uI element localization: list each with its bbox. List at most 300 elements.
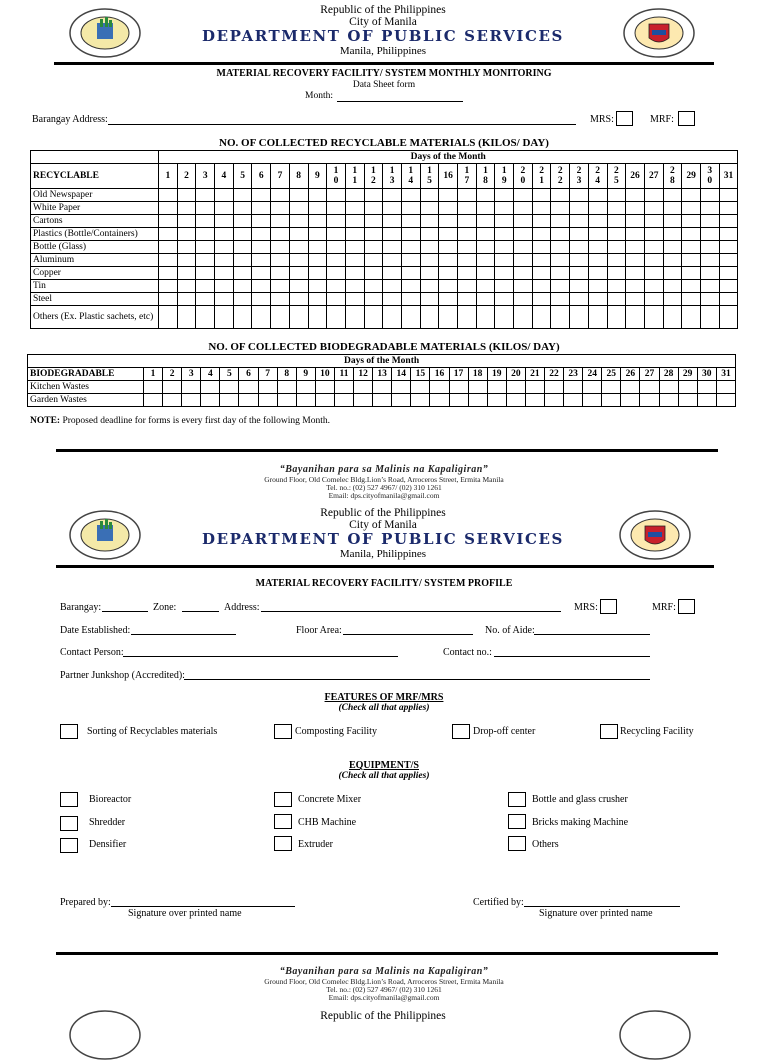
recyclable-cell[interactable] bbox=[215, 215, 234, 228]
recyclable-cell[interactable] bbox=[177, 306, 196, 329]
mrs-checkbox[interactable] bbox=[616, 111, 633, 126]
biodegradable-cell[interactable] bbox=[334, 394, 353, 407]
recyclable-cell[interactable] bbox=[588, 254, 607, 267]
recyclable-cell[interactable] bbox=[233, 293, 252, 306]
recyclable-cell[interactable] bbox=[439, 228, 458, 241]
recyclable-cell[interactable] bbox=[476, 189, 495, 202]
recyclable-cell[interactable] bbox=[458, 293, 477, 306]
recyclable-cell[interactable] bbox=[233, 228, 252, 241]
biodegradable-cell[interactable] bbox=[678, 394, 697, 407]
partner-junkshop-field[interactable] bbox=[184, 679, 650, 680]
certified-by-field[interactable] bbox=[524, 906, 680, 907]
recyclable-cell[interactable] bbox=[588, 280, 607, 293]
biodegradable-cell[interactable] bbox=[621, 394, 640, 407]
recyclable-cell[interactable] bbox=[308, 202, 327, 215]
recyclable-cell[interactable] bbox=[420, 267, 439, 280]
recyclable-cell[interactable] bbox=[159, 202, 178, 215]
recyclable-cell[interactable] bbox=[364, 202, 383, 215]
recyclable-cell[interactable] bbox=[607, 267, 626, 280]
recyclable-cell[interactable] bbox=[252, 254, 271, 267]
recyclable-cell[interactable] bbox=[682, 215, 701, 228]
recyclable-cell[interactable] bbox=[383, 215, 402, 228]
recyclable-cell[interactable] bbox=[401, 306, 420, 329]
recyclable-cell[interactable] bbox=[458, 306, 477, 329]
biodegradable-cell[interactable] bbox=[296, 381, 315, 394]
recyclable-cell[interactable] bbox=[588, 189, 607, 202]
biodegradable-cell[interactable] bbox=[602, 381, 621, 394]
biodegradable-cell[interactable] bbox=[468, 394, 487, 407]
biodegradable-cell[interactable] bbox=[163, 394, 182, 407]
recyclable-cell[interactable] bbox=[551, 280, 570, 293]
recyclable-cell[interactable] bbox=[233, 267, 252, 280]
recyclable-cell[interactable] bbox=[626, 202, 645, 215]
recyclable-cell[interactable] bbox=[215, 202, 234, 215]
recyclable-cell[interactable] bbox=[159, 189, 178, 202]
recyclable-cell[interactable] bbox=[588, 267, 607, 280]
biodegradable-cell[interactable] bbox=[659, 381, 678, 394]
recyclable-cell[interactable] bbox=[159, 215, 178, 228]
recyclable-cell[interactable] bbox=[215, 267, 234, 280]
recyclable-cell[interactable] bbox=[532, 306, 551, 329]
recyclable-cell[interactable] bbox=[252, 228, 271, 241]
biodegradable-cell[interactable] bbox=[220, 381, 239, 394]
recyclable-cell[interactable] bbox=[196, 293, 215, 306]
recyclable-cell[interactable] bbox=[420, 202, 439, 215]
recyclable-cell[interactable] bbox=[215, 293, 234, 306]
recyclable-cell[interactable] bbox=[383, 280, 402, 293]
recyclable-cell[interactable] bbox=[439, 189, 458, 202]
biodegradable-cell[interactable] bbox=[544, 381, 563, 394]
recyclable-cell[interactable] bbox=[177, 241, 196, 254]
recyclable-cell[interactable] bbox=[607, 189, 626, 202]
recyclable-cell[interactable] bbox=[700, 215, 719, 228]
recyclable-cell[interactable] bbox=[719, 280, 738, 293]
recyclable-cell[interactable] bbox=[495, 280, 514, 293]
recyclable-cell[interactable] bbox=[644, 241, 663, 254]
biodegradable-cell[interactable] bbox=[564, 394, 583, 407]
biodegradable-cell[interactable] bbox=[583, 394, 602, 407]
biodegradable-cell[interactable] bbox=[621, 381, 640, 394]
recyclable-cell[interactable] bbox=[495, 306, 514, 329]
recyclable-cell[interactable] bbox=[177, 280, 196, 293]
recyclable-cell[interactable] bbox=[327, 228, 346, 241]
biodegradable-cell[interactable] bbox=[220, 394, 239, 407]
mrf-checkbox-2[interactable] bbox=[678, 599, 695, 614]
recyclable-cell[interactable] bbox=[159, 254, 178, 267]
recyclable-cell[interactable] bbox=[345, 280, 364, 293]
recyclable-cell[interactable] bbox=[196, 202, 215, 215]
recyclable-cell[interactable] bbox=[663, 293, 682, 306]
recyclable-cell[interactable] bbox=[215, 189, 234, 202]
recyclable-cell[interactable] bbox=[682, 267, 701, 280]
recyclable-cell[interactable] bbox=[644, 280, 663, 293]
recyclable-cell[interactable] bbox=[252, 202, 271, 215]
recyclable-cell[interactable] bbox=[682, 293, 701, 306]
recyclable-cell[interactable] bbox=[271, 306, 290, 329]
recyclable-cell[interactable] bbox=[570, 267, 589, 280]
recyclable-cell[interactable] bbox=[177, 254, 196, 267]
recyclable-cell[interactable] bbox=[514, 254, 533, 267]
recyclable-cell[interactable] bbox=[626, 228, 645, 241]
recyclable-cell[interactable] bbox=[532, 228, 551, 241]
recyclable-cell[interactable] bbox=[439, 202, 458, 215]
equip-bricks-checkbox[interactable] bbox=[508, 814, 526, 829]
recyclable-cell[interactable] bbox=[514, 306, 533, 329]
recyclable-cell[interactable] bbox=[532, 189, 551, 202]
biodegradable-cell[interactable] bbox=[373, 381, 392, 394]
feature-sorting-checkbox[interactable] bbox=[60, 724, 78, 739]
zone-field[interactable] bbox=[182, 611, 219, 612]
recyclable-cell[interactable] bbox=[626, 241, 645, 254]
recyclable-cell[interactable] bbox=[271, 241, 290, 254]
recyclable-cell[interactable] bbox=[308, 267, 327, 280]
recyclable-cell[interactable] bbox=[626, 189, 645, 202]
recyclable-cell[interactable] bbox=[345, 215, 364, 228]
recyclable-cell[interactable] bbox=[233, 202, 252, 215]
recyclable-cell[interactable] bbox=[383, 241, 402, 254]
recyclable-cell[interactable] bbox=[401, 254, 420, 267]
recyclable-cell[interactable] bbox=[420, 280, 439, 293]
recyclable-cell[interactable] bbox=[551, 189, 570, 202]
recyclable-cell[interactable] bbox=[271, 215, 290, 228]
biodegradable-cell[interactable] bbox=[201, 381, 220, 394]
recyclable-cell[interactable] bbox=[476, 254, 495, 267]
barangay-address-field[interactable] bbox=[108, 124, 576, 125]
biodegradable-cell[interactable] bbox=[182, 381, 201, 394]
biodegradable-cell[interactable] bbox=[411, 381, 430, 394]
recyclable-cell[interactable] bbox=[289, 215, 308, 228]
biodegradable-cell[interactable] bbox=[354, 394, 373, 407]
recyclable-cell[interactable] bbox=[570, 241, 589, 254]
recyclable-cell[interactable] bbox=[420, 241, 439, 254]
biodegradable-cell[interactable] bbox=[506, 394, 525, 407]
recyclable-cell[interactable] bbox=[495, 189, 514, 202]
recyclable-cell[interactable] bbox=[439, 306, 458, 329]
recyclable-cell[interactable] bbox=[289, 280, 308, 293]
recyclable-cell[interactable] bbox=[159, 241, 178, 254]
recyclable-cell[interactable] bbox=[327, 306, 346, 329]
recyclable-cell[interactable] bbox=[495, 202, 514, 215]
recyclable-cell[interactable] bbox=[588, 306, 607, 329]
recyclable-cell[interactable] bbox=[644, 202, 663, 215]
recyclable-cell[interactable] bbox=[682, 228, 701, 241]
date-established-field[interactable] bbox=[131, 634, 236, 635]
contact-person-field[interactable] bbox=[123, 656, 398, 657]
recyclable-cell[interactable] bbox=[420, 254, 439, 267]
recyclable-cell[interactable] bbox=[364, 306, 383, 329]
recyclable-cell[interactable] bbox=[364, 241, 383, 254]
recyclable-cell[interactable] bbox=[663, 280, 682, 293]
recyclable-cell[interactable] bbox=[570, 228, 589, 241]
recyclable-cell[interactable] bbox=[607, 293, 626, 306]
recyclable-cell[interactable] bbox=[196, 189, 215, 202]
recyclable-cell[interactable] bbox=[551, 306, 570, 329]
recyclable-cell[interactable] bbox=[401, 280, 420, 293]
biodegradable-cell[interactable] bbox=[201, 394, 220, 407]
recyclable-cell[interactable] bbox=[215, 241, 234, 254]
recyclable-cell[interactable] bbox=[719, 254, 738, 267]
recyclable-cell[interactable] bbox=[570, 189, 589, 202]
recyclable-cell[interactable] bbox=[495, 254, 514, 267]
recyclable-cell[interactable] bbox=[570, 254, 589, 267]
recyclable-cell[interactable] bbox=[233, 280, 252, 293]
biodegradable-cell[interactable] bbox=[277, 381, 296, 394]
biodegradable-cell[interactable] bbox=[602, 394, 621, 407]
feature-dropoff-checkbox[interactable] bbox=[452, 724, 470, 739]
recyclable-cell[interactable] bbox=[215, 228, 234, 241]
recyclable-cell[interactable] bbox=[570, 293, 589, 306]
recyclable-cell[interactable] bbox=[588, 202, 607, 215]
biodegradable-cell[interactable] bbox=[697, 394, 716, 407]
biodegradable-cell[interactable] bbox=[678, 381, 697, 394]
recyclable-cell[interactable] bbox=[177, 189, 196, 202]
recyclable-cell[interactable] bbox=[177, 215, 196, 228]
recyclable-cell[interactable] bbox=[476, 202, 495, 215]
recyclable-cell[interactable] bbox=[327, 215, 346, 228]
recyclable-cell[interactable] bbox=[588, 215, 607, 228]
recyclable-cell[interactable] bbox=[719, 189, 738, 202]
recyclable-cell[interactable] bbox=[327, 293, 346, 306]
recyclable-cell[interactable] bbox=[644, 306, 663, 329]
recyclable-cell[interactable] bbox=[514, 189, 533, 202]
recyclable-cell[interactable] bbox=[345, 254, 364, 267]
recyclable-cell[interactable] bbox=[607, 202, 626, 215]
biodegradable-cell[interactable] bbox=[258, 394, 277, 407]
recyclable-cell[interactable] bbox=[196, 241, 215, 254]
recyclable-cell[interactable] bbox=[626, 306, 645, 329]
recyclable-cell[interactable] bbox=[252, 267, 271, 280]
recyclable-cell[interactable] bbox=[663, 228, 682, 241]
biodegradable-cell[interactable] bbox=[239, 381, 258, 394]
recyclable-cell[interactable] bbox=[289, 306, 308, 329]
recyclable-cell[interactable] bbox=[719, 215, 738, 228]
feature-recycling-checkbox[interactable] bbox=[600, 724, 618, 739]
floor-area-field[interactable] bbox=[343, 634, 473, 635]
recyclable-cell[interactable] bbox=[476, 280, 495, 293]
recyclable-cell[interactable] bbox=[626, 280, 645, 293]
recyclable-cell[interactable] bbox=[308, 215, 327, 228]
recyclable-cell[interactable] bbox=[663, 306, 682, 329]
recyclable-cell[interactable] bbox=[551, 215, 570, 228]
recyclable-cell[interactable] bbox=[233, 241, 252, 254]
recyclable-cell[interactable] bbox=[345, 189, 364, 202]
recyclable-cell[interactable] bbox=[308, 306, 327, 329]
biodegradable-cell[interactable] bbox=[525, 394, 544, 407]
equip-densifier-checkbox[interactable] bbox=[60, 838, 78, 853]
recyclable-cell[interactable] bbox=[644, 215, 663, 228]
recyclable-cell[interactable] bbox=[439, 267, 458, 280]
recyclable-cell[interactable] bbox=[364, 189, 383, 202]
recyclable-cell[interactable] bbox=[663, 189, 682, 202]
biodegradable-cell[interactable] bbox=[640, 381, 659, 394]
biodegradable-cell[interactable] bbox=[430, 394, 449, 407]
recyclable-cell[interactable] bbox=[420, 228, 439, 241]
recyclable-cell[interactable] bbox=[252, 293, 271, 306]
biodegradable-cell[interactable] bbox=[487, 394, 506, 407]
recyclable-cell[interactable] bbox=[345, 228, 364, 241]
equip-bottle-crusher-checkbox[interactable] bbox=[508, 792, 526, 807]
recyclable-cell[interactable] bbox=[401, 241, 420, 254]
recyclable-cell[interactable] bbox=[364, 228, 383, 241]
recyclable-cell[interactable] bbox=[420, 306, 439, 329]
recyclable-cell[interactable] bbox=[327, 280, 346, 293]
recyclable-cell[interactable] bbox=[476, 293, 495, 306]
recyclable-cell[interactable] bbox=[215, 306, 234, 329]
recyclable-cell[interactable] bbox=[700, 189, 719, 202]
recyclable-cell[interactable] bbox=[439, 254, 458, 267]
biodegradable-cell[interactable] bbox=[334, 381, 353, 394]
recyclable-cell[interactable] bbox=[383, 306, 402, 329]
recyclable-cell[interactable] bbox=[700, 202, 719, 215]
recyclable-cell[interactable] bbox=[663, 267, 682, 280]
prepared-by-field[interactable] bbox=[111, 906, 295, 907]
recyclable-cell[interactable] bbox=[458, 280, 477, 293]
recyclable-cell[interactable] bbox=[196, 306, 215, 329]
recyclable-cell[interactable] bbox=[700, 280, 719, 293]
biodegradable-cell[interactable] bbox=[315, 394, 334, 407]
recyclable-cell[interactable] bbox=[215, 280, 234, 293]
recyclable-cell[interactable] bbox=[252, 306, 271, 329]
recyclable-cell[interactable] bbox=[252, 215, 271, 228]
recyclable-cell[interactable] bbox=[308, 241, 327, 254]
mrf-checkbox[interactable] bbox=[678, 111, 695, 126]
recyclable-cell[interactable] bbox=[700, 293, 719, 306]
recyclable-cell[interactable] bbox=[514, 215, 533, 228]
recyclable-cell[interactable] bbox=[271, 254, 290, 267]
equip-chb-machine-checkbox[interactable] bbox=[274, 814, 292, 829]
recyclable-cell[interactable] bbox=[682, 202, 701, 215]
recyclable-cell[interactable] bbox=[159, 306, 178, 329]
recyclable-cell[interactable] bbox=[271, 280, 290, 293]
recyclable-cell[interactable] bbox=[495, 267, 514, 280]
recyclable-cell[interactable] bbox=[364, 254, 383, 267]
recyclable-cell[interactable] bbox=[289, 202, 308, 215]
recyclable-cell[interactable] bbox=[327, 241, 346, 254]
recyclable-cell[interactable] bbox=[570, 202, 589, 215]
recyclable-cell[interactable] bbox=[663, 254, 682, 267]
recyclable-cell[interactable] bbox=[719, 228, 738, 241]
recyclable-cell[interactable] bbox=[439, 215, 458, 228]
recyclable-cell[interactable] bbox=[532, 202, 551, 215]
recyclable-cell[interactable] bbox=[364, 293, 383, 306]
recyclable-cell[interactable] bbox=[289, 228, 308, 241]
recyclable-cell[interactable] bbox=[626, 254, 645, 267]
recyclable-cell[interactable] bbox=[495, 293, 514, 306]
recyclable-cell[interactable] bbox=[383, 293, 402, 306]
recyclable-cell[interactable] bbox=[532, 241, 551, 254]
biodegradable-cell[interactable] bbox=[468, 381, 487, 394]
contact-no-field[interactable] bbox=[494, 656, 650, 657]
recyclable-cell[interactable] bbox=[682, 280, 701, 293]
recyclable-cell[interactable] bbox=[551, 267, 570, 280]
recyclable-cell[interactable] bbox=[663, 241, 682, 254]
recyclable-cell[interactable] bbox=[383, 254, 402, 267]
recyclable-cell[interactable] bbox=[719, 241, 738, 254]
recyclable-cell[interactable] bbox=[626, 267, 645, 280]
recyclable-cell[interactable] bbox=[327, 254, 346, 267]
recyclable-cell[interactable] bbox=[401, 293, 420, 306]
recyclable-cell[interactable] bbox=[308, 189, 327, 202]
recyclable-cell[interactable] bbox=[364, 215, 383, 228]
biodegradable-cell[interactable] bbox=[525, 381, 544, 394]
biodegradable-cell[interactable] bbox=[564, 381, 583, 394]
feature-composting-checkbox[interactable] bbox=[274, 724, 292, 739]
recyclable-cell[interactable] bbox=[607, 228, 626, 241]
equip-shredder-checkbox[interactable] bbox=[60, 816, 78, 831]
recyclable-cell[interactable] bbox=[570, 306, 589, 329]
recyclable-cell[interactable] bbox=[177, 293, 196, 306]
recyclable-cell[interactable] bbox=[719, 202, 738, 215]
recyclable-cell[interactable] bbox=[570, 280, 589, 293]
recyclable-cell[interactable] bbox=[196, 280, 215, 293]
recyclable-cell[interactable] bbox=[588, 241, 607, 254]
recyclable-cell[interactable] bbox=[345, 202, 364, 215]
recyclable-cell[interactable] bbox=[233, 254, 252, 267]
recyclable-cell[interactable] bbox=[700, 267, 719, 280]
barangay-field[interactable] bbox=[102, 611, 148, 612]
equip-extruder-checkbox[interactable] bbox=[274, 836, 292, 851]
recyclable-cell[interactable] bbox=[607, 254, 626, 267]
recyclable-cell[interactable] bbox=[551, 241, 570, 254]
biodegradable-cell[interactable] bbox=[144, 381, 163, 394]
recyclable-cell[interactable] bbox=[233, 189, 252, 202]
recyclable-cell[interactable] bbox=[196, 267, 215, 280]
recyclable-cell[interactable] bbox=[663, 202, 682, 215]
mrs-checkbox-2[interactable] bbox=[600, 599, 617, 614]
recyclable-cell[interactable] bbox=[383, 189, 402, 202]
recyclable-cell[interactable] bbox=[439, 280, 458, 293]
recyclable-cell[interactable] bbox=[476, 228, 495, 241]
biodegradable-cell[interactable] bbox=[449, 394, 468, 407]
biodegradable-cell[interactable] bbox=[659, 394, 678, 407]
recyclable-cell[interactable] bbox=[383, 202, 402, 215]
biodegradable-cell[interactable] bbox=[411, 394, 430, 407]
recyclable-cell[interactable] bbox=[551, 202, 570, 215]
no-of-aide-field[interactable] bbox=[534, 634, 650, 635]
recyclable-cell[interactable] bbox=[570, 215, 589, 228]
recyclable-cell[interactable] bbox=[383, 228, 402, 241]
recyclable-cell[interactable] bbox=[607, 241, 626, 254]
recyclable-cell[interactable] bbox=[289, 241, 308, 254]
biodegradable-cell[interactable] bbox=[697, 381, 716, 394]
biodegradable-cell[interactable] bbox=[144, 394, 163, 407]
recyclable-cell[interactable] bbox=[271, 293, 290, 306]
recyclable-cell[interactable] bbox=[401, 228, 420, 241]
recyclable-cell[interactable] bbox=[308, 293, 327, 306]
biodegradable-cell[interactable] bbox=[163, 381, 182, 394]
recyclable-cell[interactable] bbox=[644, 254, 663, 267]
recyclable-cell[interactable] bbox=[532, 293, 551, 306]
recyclable-cell[interactable] bbox=[700, 241, 719, 254]
address-field[interactable] bbox=[261, 611, 561, 612]
recyclable-cell[interactable] bbox=[345, 306, 364, 329]
recyclable-cell[interactable] bbox=[719, 293, 738, 306]
recyclable-cell[interactable] bbox=[644, 267, 663, 280]
recyclable-cell[interactable] bbox=[514, 228, 533, 241]
recyclable-cell[interactable] bbox=[271, 228, 290, 241]
recyclable-cell[interactable] bbox=[458, 267, 477, 280]
recyclable-cell[interactable] bbox=[420, 293, 439, 306]
recyclable-cell[interactable] bbox=[289, 267, 308, 280]
recyclable-cell[interactable] bbox=[401, 215, 420, 228]
recyclable-cell[interactable] bbox=[458, 202, 477, 215]
recyclable-cell[interactable] bbox=[514, 202, 533, 215]
recyclable-cell[interactable] bbox=[420, 215, 439, 228]
biodegradable-cell[interactable] bbox=[239, 394, 258, 407]
recyclable-cell[interactable] bbox=[271, 189, 290, 202]
recyclable-cell[interactable] bbox=[345, 241, 364, 254]
recyclable-cell[interactable] bbox=[289, 254, 308, 267]
